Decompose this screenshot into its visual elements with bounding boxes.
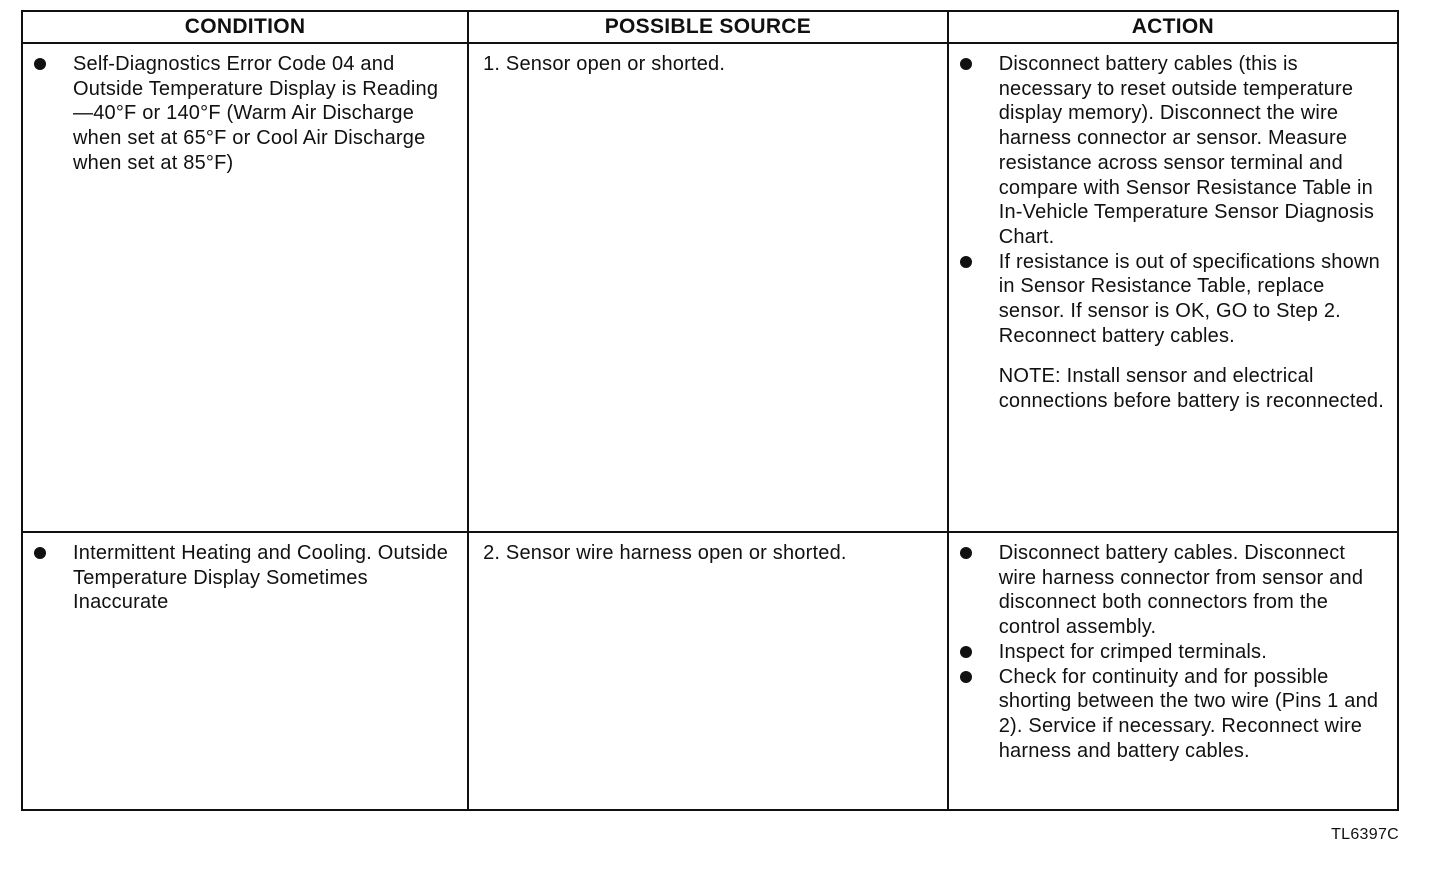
condition-list — [33, 52, 455, 176]
action-list — [959, 52, 1385, 348]
condition-text: Intermittent Heating and Cooling. Outside Temperature Display Sometimes Inaccurate — [33, 541, 455, 615]
header-possible-source: POSSIBLE SOURCE — [468, 11, 948, 43]
action-cell — [948, 532, 1398, 810]
condition-text: Self-Diagnostics Error Code 04 and Outside Temperature Display is Reading—40°F or 140°F (Warm Air Discharge when set at 65°F or Cool Air Discharge when set at 85°F) — [33, 52, 455, 176]
action-item: Disconnect battery cables. Disconnect wire harness connector from sensor and disconnect both connectors from the control assembly. — [959, 541, 1385, 640]
action-item: Inspect for crimped terminals. — [959, 640, 1385, 665]
action-item: Disconnect battery cables (this is necessary to reset outside temperature display memory). Disconnect the wire harness connector ar sensor. Measure resistance across sensor terminal and compare with Sensor Resistance Table in In-Vehicle Temperature Sensor Diagnosis Chart. — [959, 52, 1385, 250]
header-action: ACTION — [948, 11, 1398, 43]
diagnosis-table — [21, 10, 1399, 811]
source-cell — [468, 43, 948, 532]
action-cell — [948, 43, 1398, 532]
condition-list — [33, 541, 455, 615]
action-item: Check for continuity and for possible shorting between the two wire (Pins 1 and 2). Service if necessary. Reconnect wire harness and battery cables. — [959, 665, 1385, 764]
condition-cell — [22, 43, 468, 532]
source-text: 1. Sensor open or shorted. — [483, 53, 726, 75]
note-text: NOTE: Install sensor and electrical connections before battery is reconnected. — [998, 365, 1384, 413]
source-text: 2. Sensor wire harness open or shorted. — [483, 542, 847, 564]
action-list — [959, 541, 1385, 763]
table-row — [22, 43, 1398, 532]
header-row — [22, 11, 1398, 43]
condition-cell — [22, 532, 468, 810]
source-cell — [468, 532, 948, 810]
table-row — [22, 532, 1398, 810]
action-item: If resistance is out of specifications shown in Sensor Resistance Table, replace sensor. If sensor is OK, GO to Step 2. Reconnect battery cables. — [959, 250, 1385, 349]
header-condition: CONDITION — [22, 11, 468, 43]
figure-reference-code: TL6397C — [1331, 826, 1399, 843]
